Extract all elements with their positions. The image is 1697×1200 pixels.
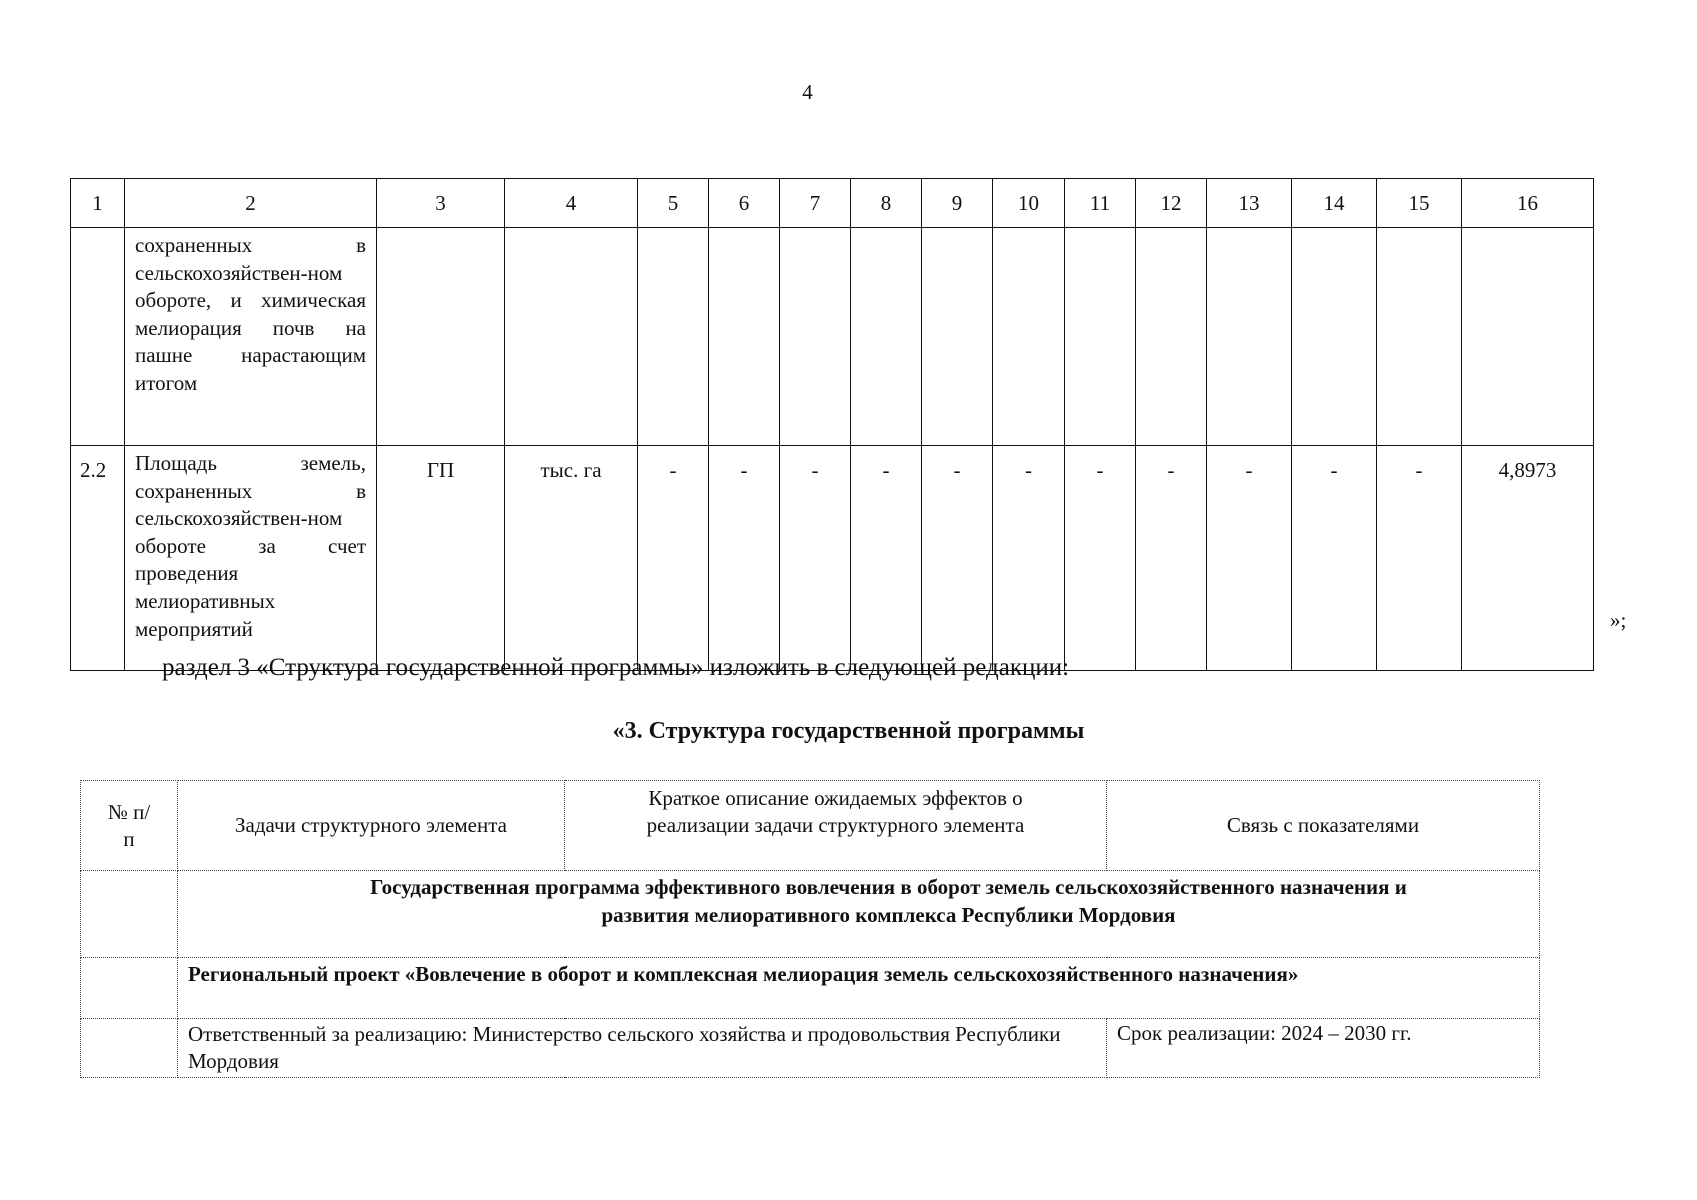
col-header-tasks: Задачи структурного элемента (178, 781, 565, 871)
term-text: Срок реализации: 2024 – 2030 гг. (1107, 1019, 1540, 1078)
col-header-num: № п/п (81, 781, 178, 871)
table-cell (377, 228, 505, 446)
col-header: 7 (780, 179, 851, 228)
table-header-row (81, 781, 1540, 871)
col-header: 4 (505, 179, 638, 228)
section-heading: «3. Структура государственной программы (612, 718, 1085, 744)
col-header: 1 (71, 179, 125, 228)
col-header: 3 (377, 179, 505, 228)
table-cell (1065, 228, 1136, 446)
responsible-text: Ответственный за реализацию: Министерство сельского хозяйства и продовольствия Республики Мордовия (178, 1019, 1107, 1078)
col-header: 2 (125, 179, 377, 228)
table-cell (1136, 228, 1207, 446)
value-cell: - (638, 446, 709, 671)
value-cell: 4,8973 (1462, 446, 1594, 671)
table-cell (81, 871, 178, 958)
table-cell (81, 958, 178, 1019)
col-header: 5 (638, 179, 709, 228)
value-cell: - (1207, 446, 1292, 671)
col-header: 9 (922, 179, 993, 228)
table-cell (993, 228, 1065, 446)
table-row (81, 958, 1540, 1019)
value-cell: - (1136, 446, 1207, 671)
instruction-text: раздел 3 «Структура государственной программы» изложить в следующей редакции: (162, 654, 1070, 681)
value-cell: - (709, 446, 780, 671)
row-number-cell: 2.2 (71, 446, 125, 671)
table-row (71, 228, 1594, 446)
col-header: 11 (1065, 179, 1136, 228)
table-cell (1462, 228, 1594, 446)
indicator-name-cell: сохраненных в сельскохозяйствен-ном обороте, и химическая мелиорация почв на пашне нарастающим итогом (125, 228, 377, 446)
col-header: 8 (851, 179, 922, 228)
program-title: Государственная программа эффективного вовлечения в оборот земель сельскохозяйственного назначения и развития мелиоративного комплекса Республики Мордовия (178, 871, 1540, 958)
table-row (81, 1019, 1540, 1078)
project-title: Региональный проект «Вовлечение в оборот и комплексная мелиорация земель сельскохозяйственного назначения» (178, 958, 1540, 1019)
indicator-name-cell: Площадь земель, сохраненных в сельскохозяйствен-ном обороте за счет проведения мелиоративных мероприятий (125, 446, 377, 671)
closing-quote: »; (1610, 608, 1627, 632)
col-header: 12 (1136, 179, 1207, 228)
table-cell (922, 228, 993, 446)
indicators-table (70, 178, 1594, 671)
col-header: 14 (1292, 179, 1377, 228)
level-cell: ГП (377, 446, 505, 671)
value-cell: - (851, 446, 922, 671)
table-cell (81, 1019, 178, 1078)
table-cell (1377, 228, 1462, 446)
col-header: 15 (1377, 179, 1462, 228)
col-header: 6 (709, 179, 780, 228)
page-number: 4 (802, 80, 813, 104)
value-cell: - (922, 446, 993, 671)
col-header: 10 (993, 179, 1065, 228)
col-header: 13 (1207, 179, 1292, 228)
table-row (71, 446, 1594, 671)
value-cell: - (1292, 446, 1377, 671)
value-cell: - (1065, 446, 1136, 671)
table-cell (638, 228, 709, 446)
value-cell: - (993, 446, 1065, 671)
unit-cell: тыс. га (505, 446, 638, 671)
col-header-effects: Краткое описание ожидаемых эффектов о реализации задачи структурного элемента (565, 781, 1107, 871)
table-cell (851, 228, 922, 446)
program-structure-table (80, 780, 1540, 1078)
table-cell (709, 228, 780, 446)
col-header: 16 (1462, 179, 1594, 228)
table-cell (505, 228, 638, 446)
value-cell: - (780, 446, 851, 671)
value-cell: - (1377, 446, 1462, 671)
table-header-row (71, 179, 1594, 228)
table-cell (780, 228, 851, 446)
table-row (81, 871, 1540, 958)
table-cell (1207, 228, 1292, 446)
table-cell (71, 228, 125, 446)
col-header-link: Связь с показателями (1107, 781, 1540, 871)
table-cell (1292, 228, 1377, 446)
